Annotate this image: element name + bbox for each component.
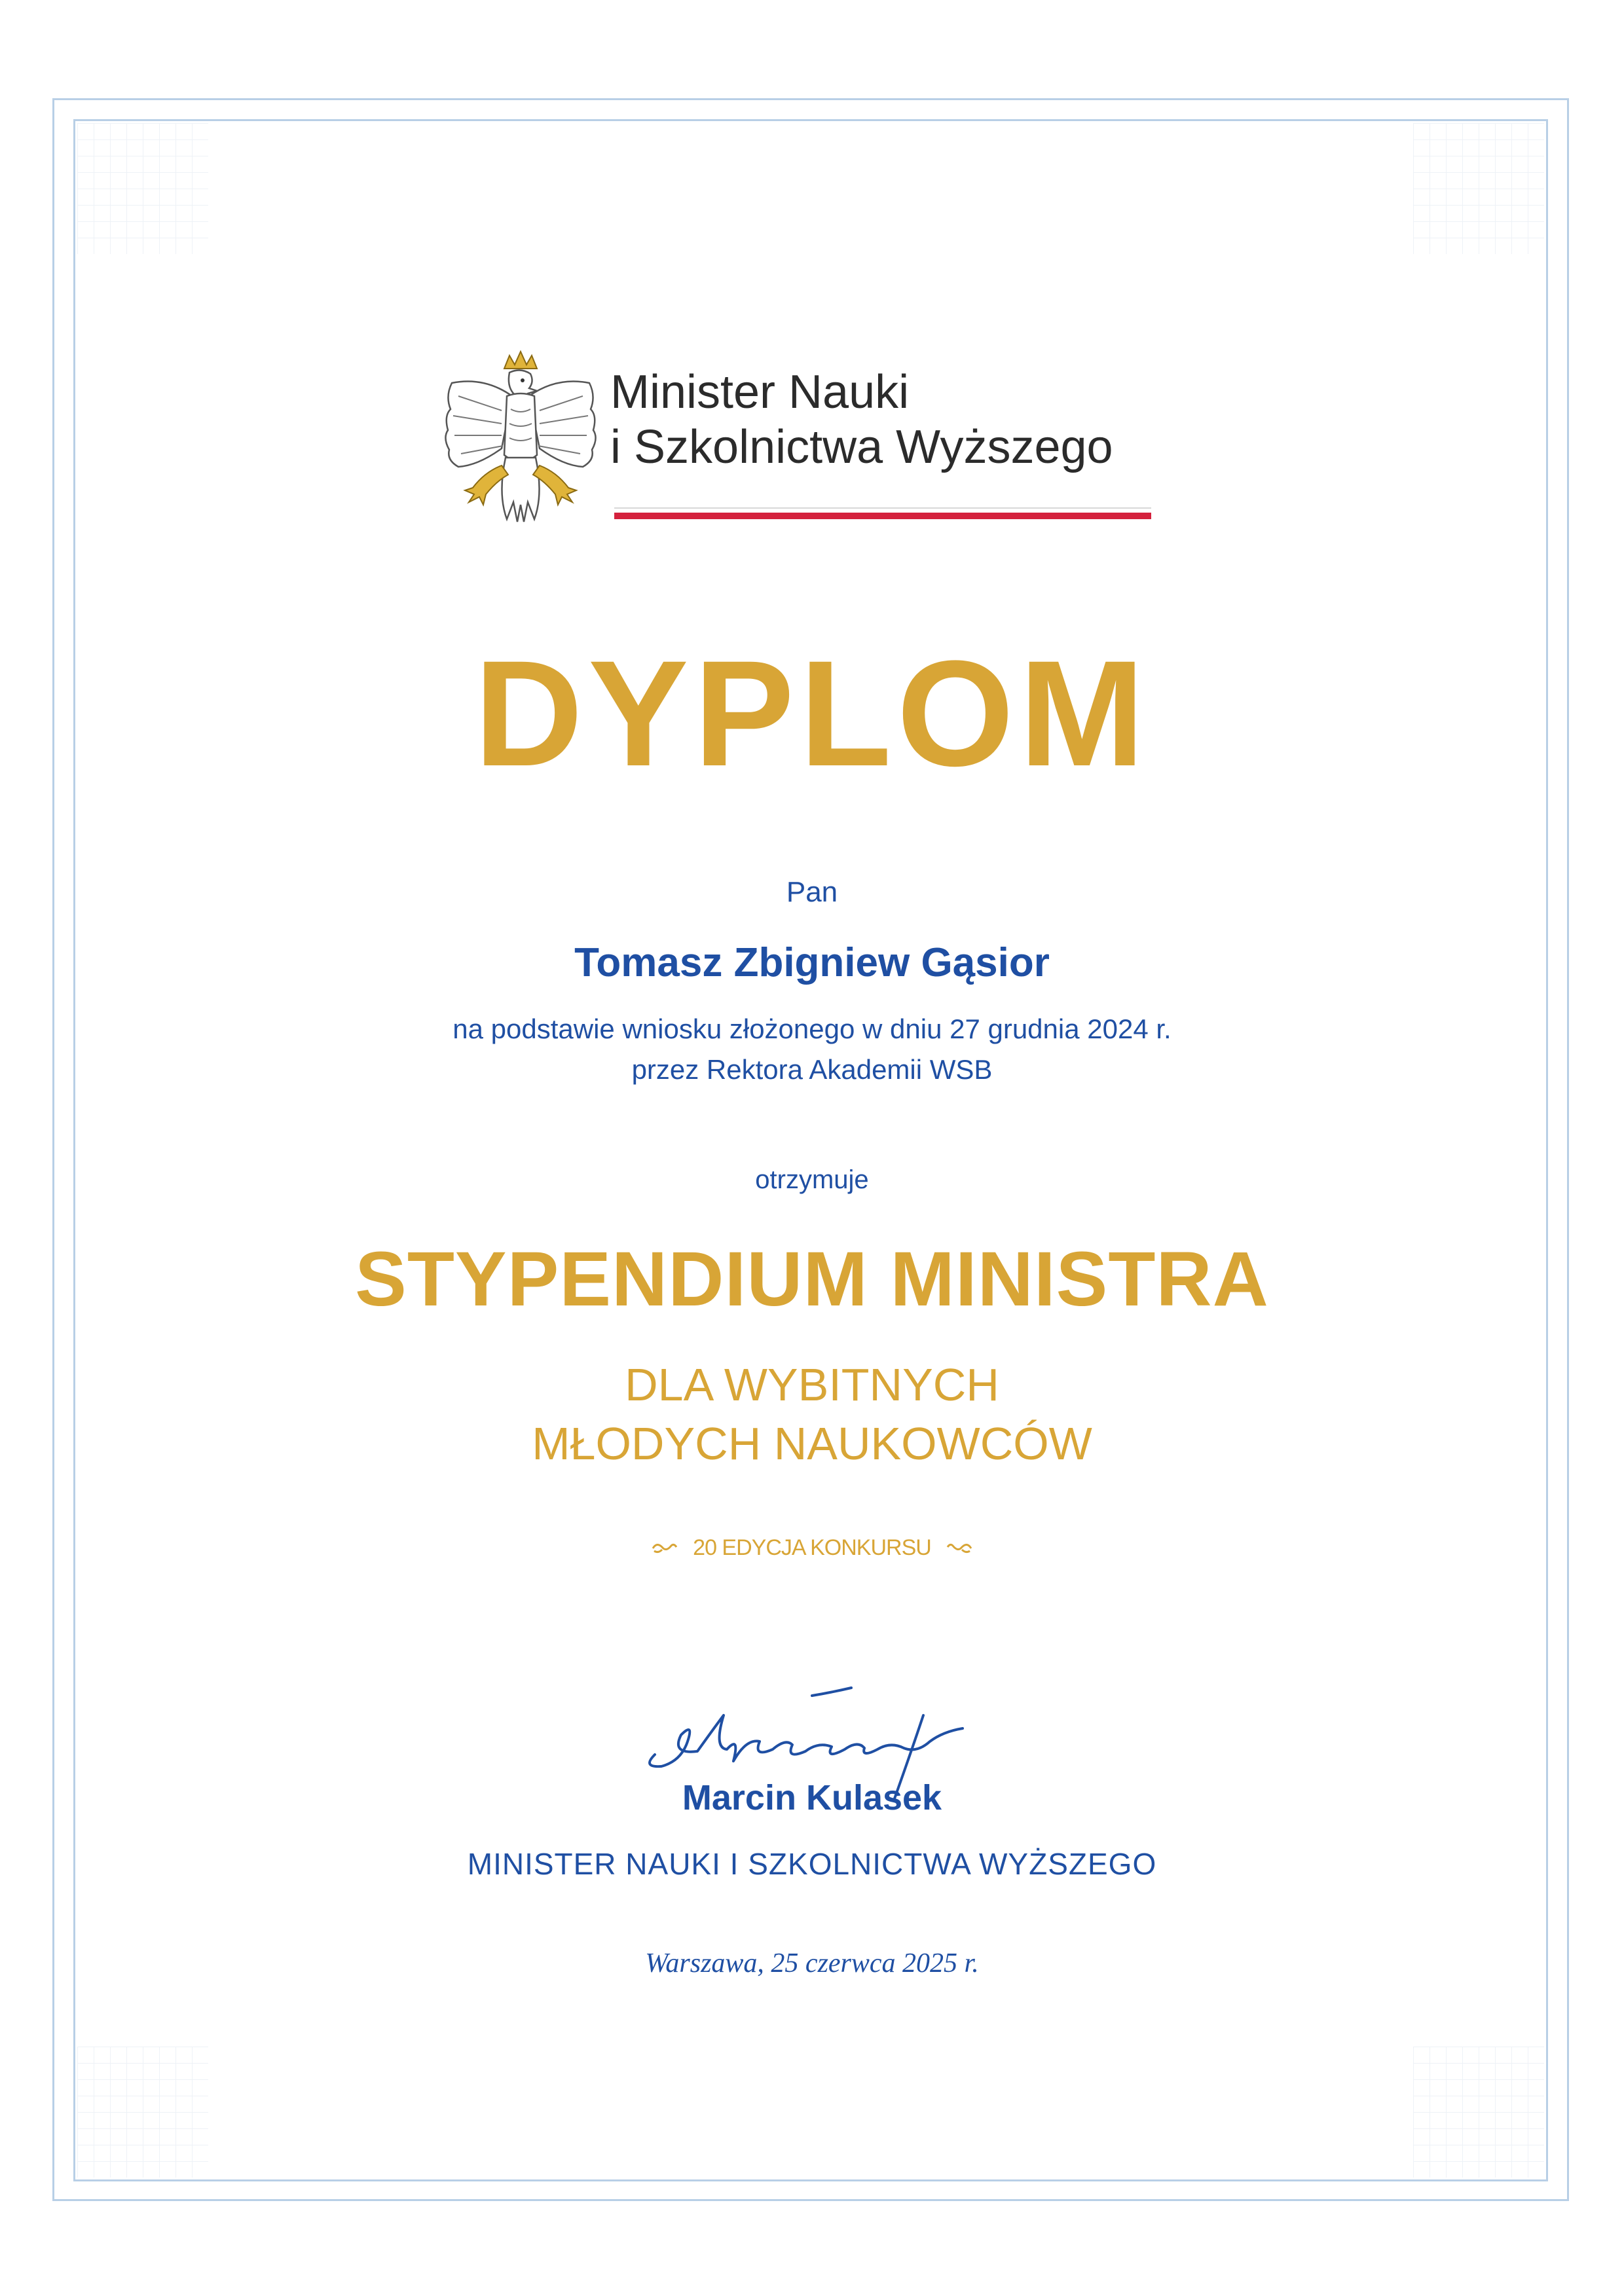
signatory-title: MINISTER NAUKI I SZKOLNICTWA WYŻSZEGO [467,1847,1157,1881]
signatory-name: Marcin Kulasek [682,1778,942,1817]
ornament-left-icon [650,1540,679,1555]
award-category-line-1: DLA WYBITNYCH [625,1359,999,1410]
ministry-name-line2: i Szkolnictwa Wyższego [610,421,1113,473]
award-title: STYPENDIUM MINISTRA [355,1236,1269,1322]
corner-pattern-bottom-left [77,2047,208,2178]
flag-stripe [614,507,1151,519]
recipient-name: Tomasz Zbigniew Gąsior [574,940,1050,985]
basis-line-2: przez Rektora Akademii WSB [631,1054,993,1085]
ornament-right-icon [945,1540,974,1555]
edition-text: 20 EDYCJA KONKURSU [693,1535,931,1561]
award-category-line-2: MŁODYCH NAUKOWCÓW [532,1418,1092,1469]
ministry-header [439,350,1192,534]
salutation: Pan [786,876,838,908]
corner-pattern-top-left [77,123,208,254]
polish-eagle-emblem-icon [439,350,602,527]
basis-line-1: na podstawie wniosku złożonego w dniu 27 grudnia 2024 r. [452,1013,1172,1044]
ministry-name-line1: Minister Nauki [610,366,910,418]
corner-pattern-bottom-right [1413,2047,1544,2178]
receives-text: otrzymuje [755,1165,869,1194]
edition-row [0,1535,1624,1559]
diploma-title: DYPLOM [474,629,1150,797]
place-date: Warszawa, 25 czerwca 2025 r. [645,1948,979,1978]
corner-pattern-top-right [1413,123,1544,254]
